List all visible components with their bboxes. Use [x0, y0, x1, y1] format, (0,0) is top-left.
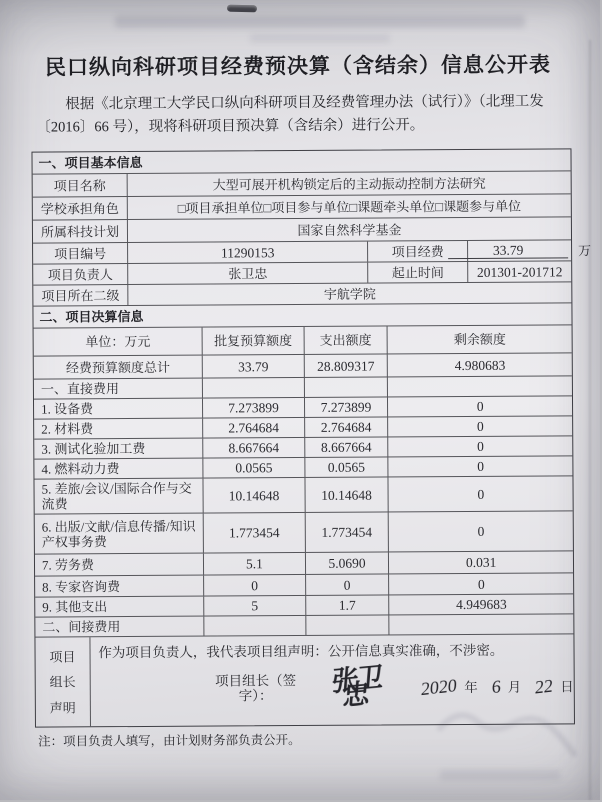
budget-approved-value: 33.79 [202, 355, 303, 378]
project-leader-label: 项目负责人 [47, 266, 113, 283]
school-role-row [33, 193, 571, 219]
budget-remaining-value: 0 [388, 456, 573, 476]
budget-remaining-value: 4.949683 [389, 594, 574, 614]
budget-spent-value [303, 377, 387, 397]
intro-line-1: 根据《北京理工大学民口纵向科研项目及经费管理办法（试行）》（北理工发 [65, 93, 544, 113]
budget-row-label: 5. 差旅/会议/国际合作与交流费 [41, 480, 192, 512]
section1-title: 一、项目基本信息 [38, 154, 143, 171]
project-code-fund-row [33, 239, 592, 263]
statement-row-label [35, 637, 89, 726]
budget-spent-value: 10.14648 [304, 477, 388, 512]
budget-remaining-value: 0 [388, 476, 573, 511]
budget-spent-value: 2.764684 [304, 417, 388, 437]
project-leader-value: 张卫忠 [127, 263, 367, 284]
intro-paragraph [36, 90, 570, 138]
budget-remaining-value [389, 614, 574, 634]
budget-approved-value [204, 616, 305, 636]
section2-title: 二、项目决算信息 [39, 308, 144, 325]
budget-item-row [35, 550, 573, 575]
section2-header-row [33, 302, 571, 327]
budget-spent-value: 0.0565 [304, 457, 388, 477]
project-disclosure-table [31, 148, 592, 727]
budget-item-row [34, 435, 572, 458]
intro-line-2: 〔2016〕66 号），现将科研项目预决算（含结余）进行公开。 [36, 116, 425, 136]
budget-approved-value: 5.1 [203, 553, 304, 575]
budget-indirect-section-row [35, 613, 573, 636]
project-fund-unit: 万 [578, 242, 592, 258]
budget-item-row [35, 572, 573, 596]
budget-row-label: 经费预算额度总计 [65, 359, 171, 375]
budget-spent-value: 5.0690 [304, 552, 388, 574]
budget-approved-value: 2.764684 [203, 418, 304, 438]
budget-approved-value: 1.773454 [203, 513, 304, 553]
science-plan-label: 所属科技计划 [40, 223, 120, 240]
budget-remaining-value: 0 [387, 396, 572, 416]
project-school-value: 宇航学院 [127, 282, 571, 305]
budget-row-label: 2. 材料费 [41, 421, 94, 437]
project-period-value: 201301-201712 [467, 261, 571, 282]
month-label: 月 [507, 679, 522, 695]
budget-approved-value: 0 [203, 575, 304, 596]
budget-approved-header: 批复预算额度 [202, 327, 303, 355]
budget-item-row [34, 455, 572, 478]
budget-approved-value: 8.667664 [203, 438, 304, 458]
handwritten-month: 6 [490, 675, 502, 697]
project-period-label: 起止时间 [367, 262, 467, 283]
budget-header-row [34, 324, 572, 355]
handwritten-day: 22 [534, 675, 555, 697]
science-plan-row [33, 216, 571, 242]
budget-approved-value: 5 [204, 596, 305, 616]
budget-spent-value: 1.7 [305, 595, 389, 615]
statement-label-line: 项目 [49, 648, 76, 665]
project-school-row [33, 281, 571, 305]
section1-header-row [32, 149, 570, 173]
signature-label: 项目组长（签字）： [215, 673, 297, 704]
budget-spent-value: 1.773454 [304, 512, 388, 552]
project-fund-value-cell [467, 240, 592, 261]
budget-approved-value [202, 378, 303, 398]
statement-label-line: 组长 [49, 674, 76, 690]
budget-row-label: 3. 测试化验加工费 [41, 440, 146, 457]
year-label: 年 [464, 679, 478, 695]
statement-label-line: 声明 [49, 699, 76, 716]
project-name-value: 大型可展开机构锁定后的主动振动控制方法研究 [127, 171, 571, 196]
budget-spent-header: 支出额度 [303, 326, 387, 354]
project-name-row [33, 170, 571, 196]
statement-content-cell [89, 634, 574, 726]
budget-item-row [35, 510, 573, 553]
project-code-value: 11290153 [127, 242, 367, 263]
budget-spent-value: 7.273899 [304, 397, 388, 417]
budget-row-label: 7. 劳务费 [41, 557, 95, 573]
budget-row-label: 9. 其他支出 [42, 599, 108, 615]
budget-approved-value: 7.273899 [202, 398, 303, 418]
leader-statement-row [35, 633, 574, 726]
budget-remaining-value: 0 [388, 416, 573, 436]
budget-approved-value: 10.14648 [203, 478, 304, 513]
handwritten-signature: 张卫忠 [330, 662, 383, 712]
project-name-label: 项目名称 [53, 177, 106, 194]
declaration-text: 作为项目负责人，我代表项目组声明：公开信息真实准确，不涉密。 [98, 642, 504, 661]
budget-remaining-value: 0 [389, 573, 574, 594]
page-title: 民口纵向科研项目经费预决算（含结余）信息公开表 [44, 53, 552, 80]
handwritten-year: 2020 [420, 674, 459, 699]
budget-spent-value: 8.667664 [304, 437, 388, 457]
budget-remaining-value: 4.980683 [387, 353, 572, 376]
school-role-checkbox-options: □项目承担单位□项目参与单位□课题牵头单位□课题参与单位 [127, 194, 571, 219]
footnote: 注：项目负责人填写，由计划财务部负责公开。 [38, 733, 301, 749]
budget-spent-value [305, 615, 389, 635]
budget-item-row [34, 395, 572, 418]
budget-row-label: 一、直接费用 [40, 381, 119, 397]
budget-row-label: 8. 专家咨询费 [42, 578, 121, 595]
budget-remaining-value: 0 [388, 511, 573, 551]
budget-row-label: 4. 燃料动力费 [41, 461, 120, 477]
budget-remaining-value [387, 376, 572, 396]
project-school-label: 项目所在二级 [41, 287, 120, 304]
budget-spent-value: 28.809317 [303, 354, 387, 377]
budget-row-label: 6. 出版/文献/信息传播/知识产权事务费 [41, 518, 196, 550]
budget-remaining-header: 剩余额度 [387, 325, 572, 353]
project-fund-label: 项目经费 [367, 241, 467, 262]
budget-item-row [35, 593, 573, 616]
budget-total-row [34, 352, 572, 378]
budget-item-row [34, 475, 572, 513]
budget-direct-section-row [34, 375, 572, 398]
budget-item-row [34, 415, 572, 438]
budget-unit-header: 单位：万元 [85, 333, 151, 350]
budget-row-label: 二、间接费用 [42, 619, 121, 635]
signature-line [90, 662, 574, 712]
project-code-label: 项目编号 [54, 245, 107, 261]
budget-remaining-value: 0.031 [388, 551, 573, 573]
project-leader-period-row [33, 260, 571, 284]
budget-spent-value: 0 [305, 574, 389, 595]
budget-remaining-value: 0 [388, 436, 573, 456]
project-fund-value: 33.79 [448, 242, 568, 259]
day-label: 日 [560, 678, 574, 694]
budget-approved-value: 0.0565 [203, 458, 304, 478]
budget-row-label: 1. 设备费 [41, 401, 94, 417]
school-role-label: 学校承担角色 [40, 200, 119, 217]
science-plan-value: 国家自然科学基金 [127, 217, 571, 242]
